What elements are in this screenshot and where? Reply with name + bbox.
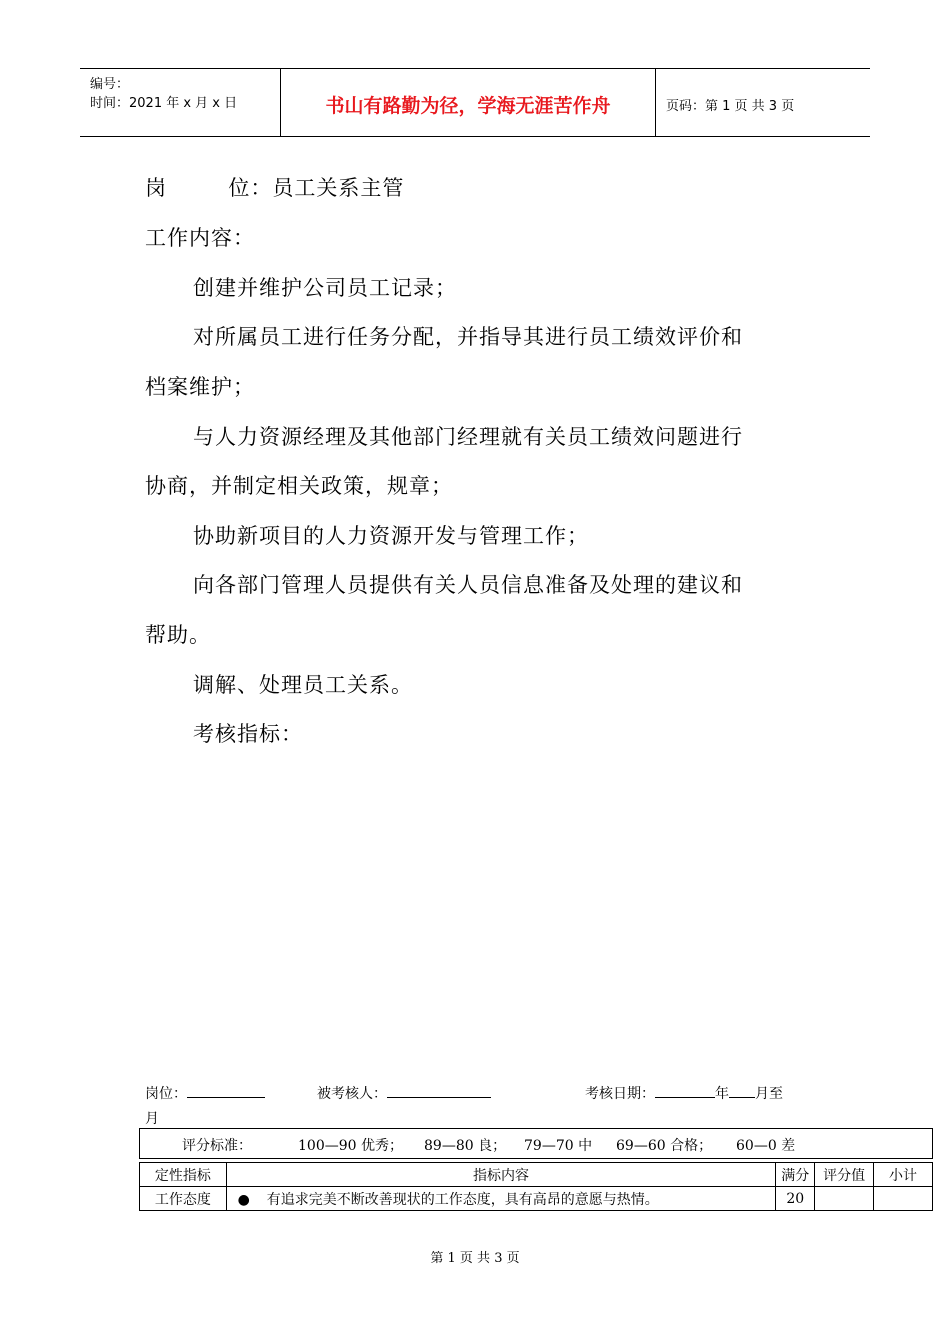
duty-paragraph: 创建并维护公司员工记录； xyxy=(193,276,457,300)
month-blank xyxy=(729,1084,755,1098)
grade-medium: 79—70 中 xyxy=(524,1138,593,1154)
header-meta xyxy=(80,69,280,136)
year-blank xyxy=(655,1084,715,1098)
assessment-position: 岗位： xyxy=(145,1083,265,1103)
duty-paragraph: 与人力资源经理及其他部门经理就有关员工绩效问题进行 xyxy=(193,425,743,449)
duty-paragraph: 调解、处理员工关系。 xyxy=(193,673,413,697)
row-content-text: 有追求完美不断改善现状的工作态度，具有高昂的意愿与热情。 xyxy=(266,1191,659,1208)
duty-paragraph: 帮助。 xyxy=(145,623,211,647)
bullet-icon: ● xyxy=(237,1191,250,1208)
assessee-blank xyxy=(387,1084,491,1098)
duty-paragraph: 向各部门管理人员提供有关人员信息准备及处理的建议和 xyxy=(193,573,743,597)
row-score[interactable] xyxy=(815,1187,874,1211)
assessment-date-month: 月 xyxy=(145,1111,159,1127)
col-qualitative-indicator: 定性指标 xyxy=(140,1163,227,1187)
duty-paragraph: 协商，并制定相关政策，规章； xyxy=(145,474,453,498)
assessment-heading: 考核指标： xyxy=(193,722,303,746)
table-header-row xyxy=(140,1163,933,1187)
page-header xyxy=(80,68,870,137)
position-line: 岗 位：员工关系主管 xyxy=(145,176,405,200)
number-label: 编号： xyxy=(90,77,130,92)
date-line: 时间：2021 年 x 月 x 日 xyxy=(90,96,238,111)
assessment-table xyxy=(139,1162,933,1211)
col-subtotal: 小计 xyxy=(874,1163,933,1187)
row-subtotal[interactable] xyxy=(874,1187,933,1211)
col-score: 评分值 xyxy=(815,1163,874,1187)
assessee: 被考核人： xyxy=(317,1083,491,1103)
standard-label: 评分标准： xyxy=(182,1138,252,1154)
header-page-info: 页码：第 1 页 共 3 页 xyxy=(666,99,795,114)
row-content xyxy=(226,1187,776,1211)
duty-paragraph: 对所属员工进行任务分配，并指导其进行员工绩效评价和 xyxy=(193,325,743,349)
grade-pass: 69—60 合格； xyxy=(616,1138,713,1154)
row-indicator: 工作态度 xyxy=(140,1187,227,1211)
work-content-label: 工作内容： xyxy=(145,226,255,250)
grade-good: 89—80 良； xyxy=(424,1138,507,1154)
table-row xyxy=(140,1187,933,1211)
row-full-score: 20 xyxy=(776,1187,815,1211)
scoring-standard xyxy=(139,1128,933,1159)
header-motto: 书山有路勤为径，学海无涯苦作舟 xyxy=(325,95,611,117)
duty-paragraph: 协助新项目的人力资源开发与管理工作； xyxy=(193,524,589,548)
assessment-date: 考核日期： 年 月至 xyxy=(585,1086,783,1102)
grade-poor: 60—0 差 xyxy=(736,1138,796,1154)
header-divider xyxy=(655,69,656,136)
grade-excellent: 100—90 优秀； xyxy=(298,1138,403,1154)
position-blank xyxy=(187,1084,265,1098)
col-indicator-content: 指标内容 xyxy=(226,1163,776,1187)
col-full-score: 满分 xyxy=(776,1163,815,1187)
page-footer: 第 1 页 共 3 页 xyxy=(430,1251,520,1266)
duty-paragraph: 档案维护； xyxy=(145,375,255,399)
